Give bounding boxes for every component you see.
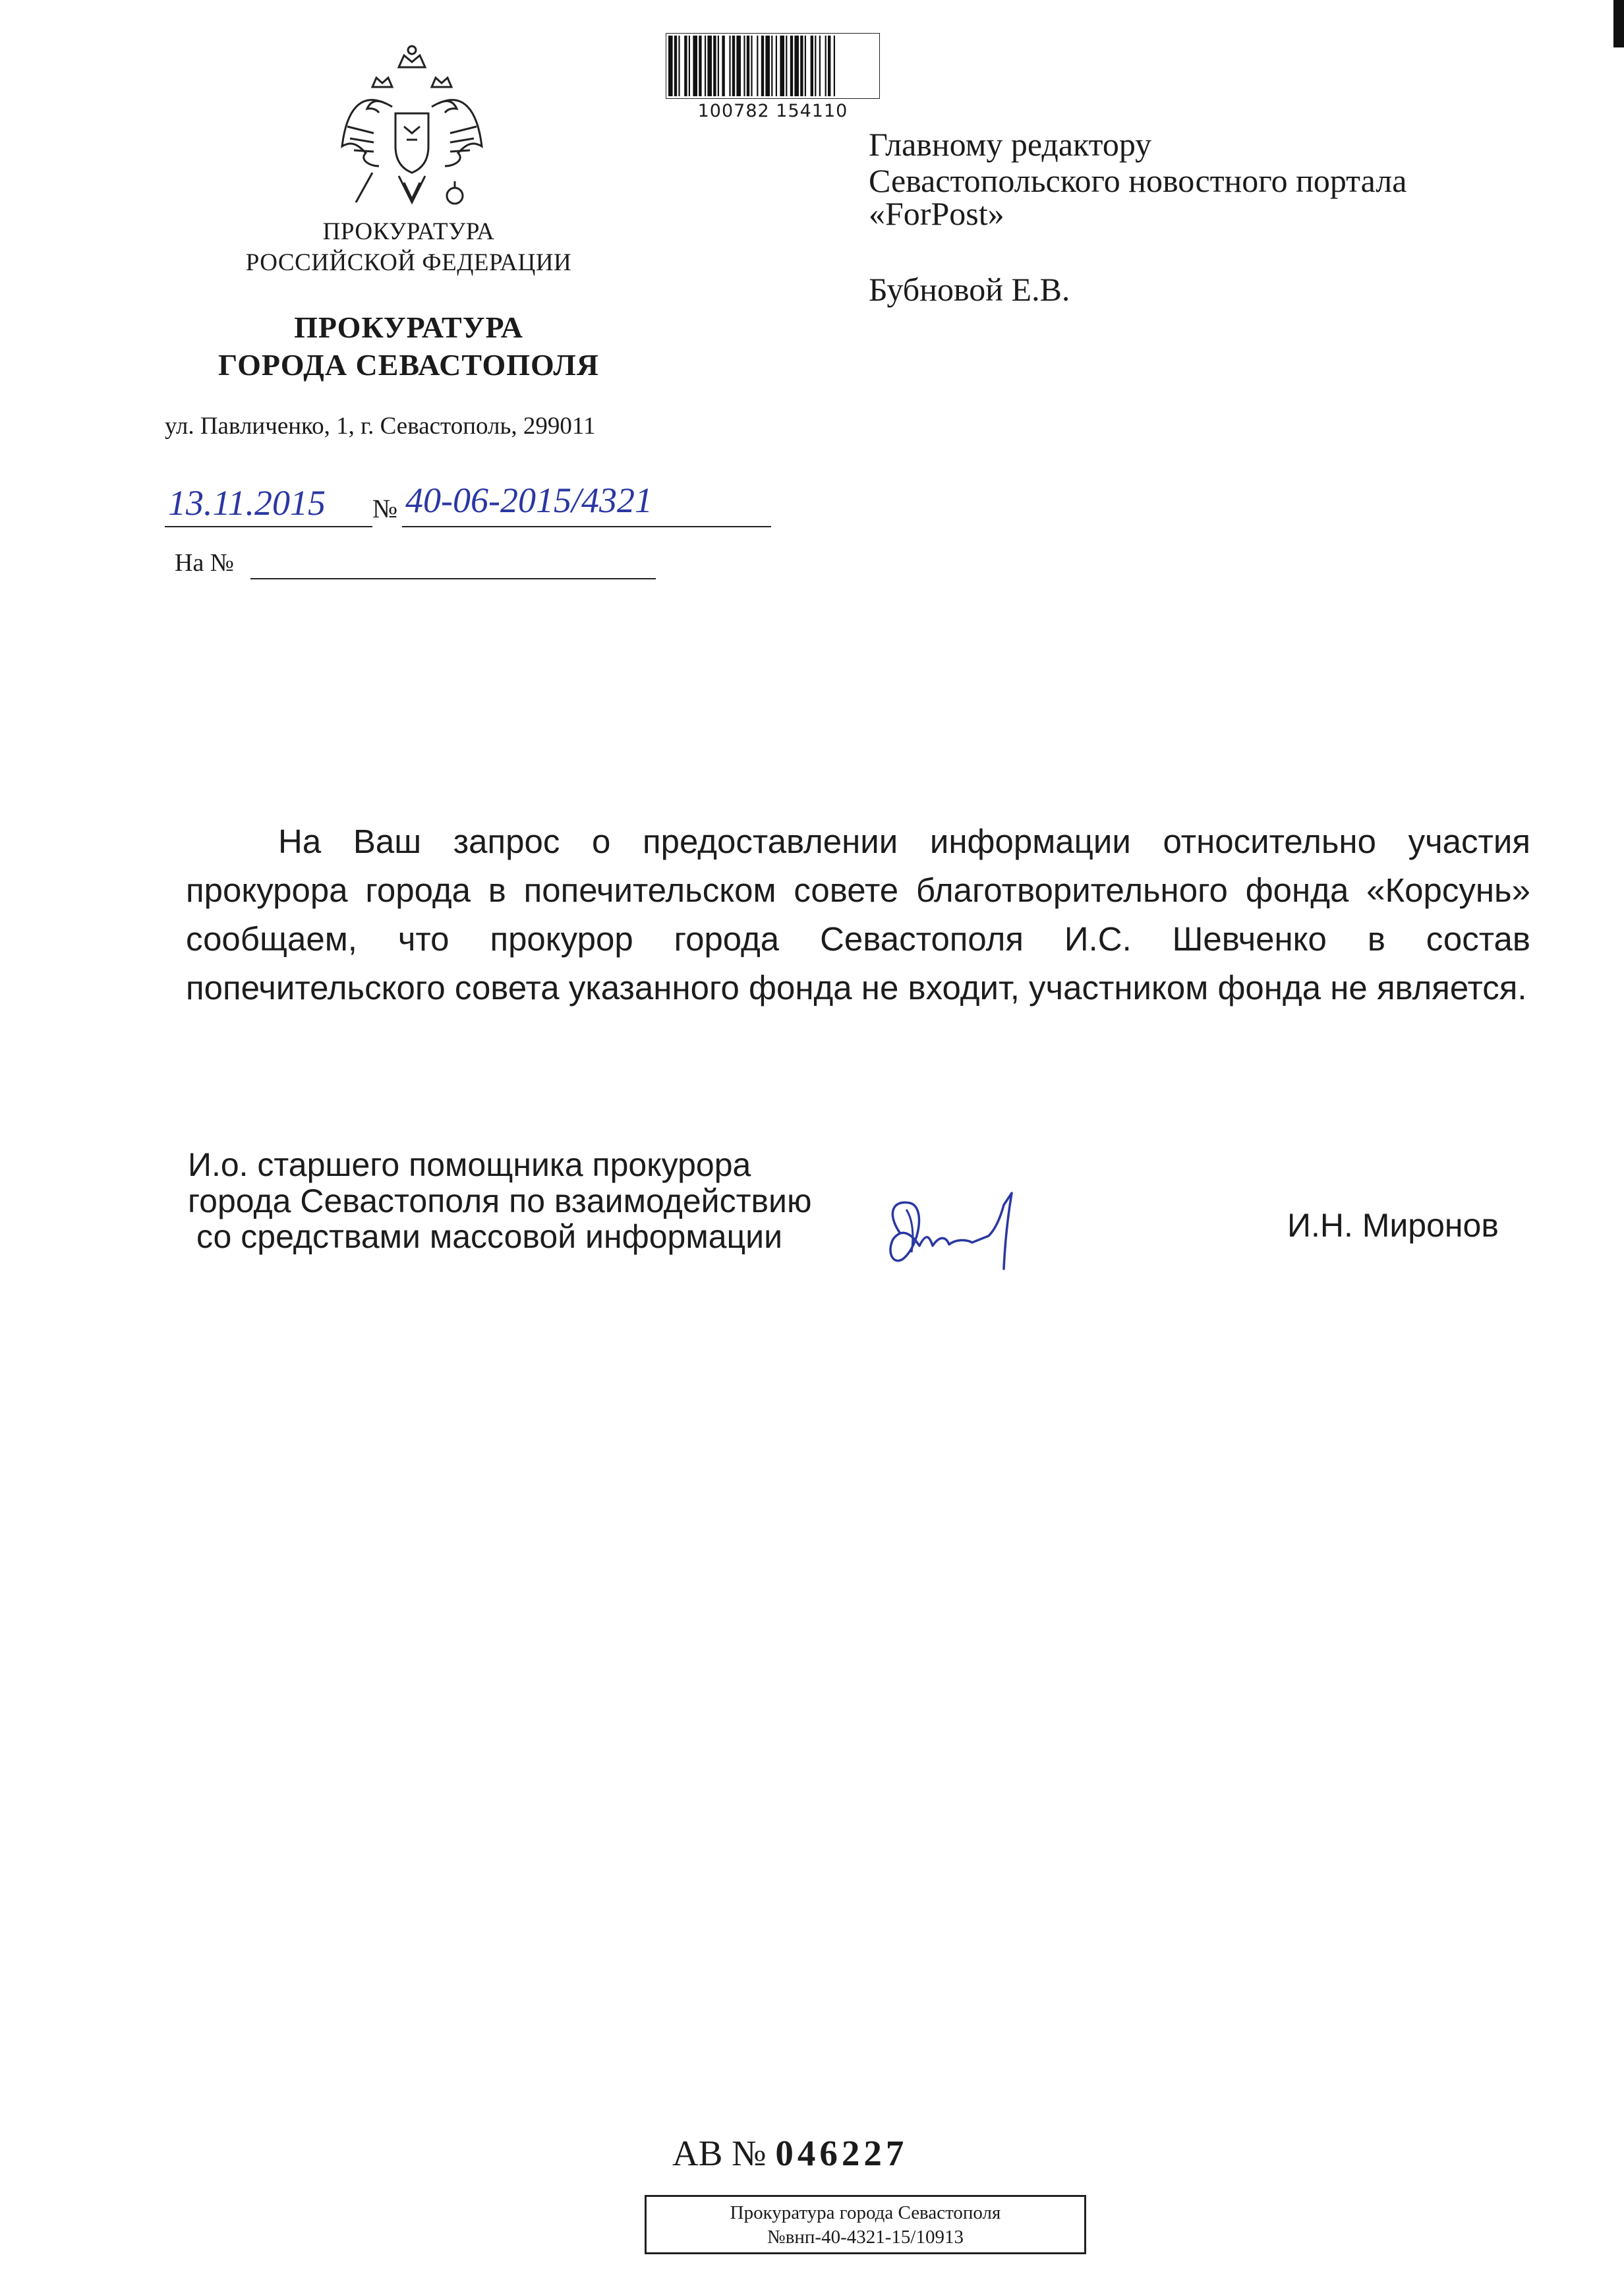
scan-edge-mark: [1613, 0, 1624, 47]
addressee-line-1: Главному редактору: [869, 126, 1152, 163]
outgoing-number: 40-06-2015/4321: [405, 481, 652, 520]
number-label: №: [372, 494, 398, 523]
org-name-line-2: ГОРОДА СЕВАСТОПОЛЯ: [218, 348, 600, 382]
form-series-number: 046227: [775, 2133, 908, 2173]
signer-title-line-3: со средствами массовой информации: [196, 1218, 783, 1255]
addressee-name: Бубновой Е.В.: [869, 271, 1070, 308]
signer-title-line-1: И.о. старшего помощника прокурора: [188, 1146, 751, 1183]
addressee-line-3: «ForPost»: [869, 195, 1004, 232]
barcode-bars: [666, 33, 880, 99]
registration-stamp: [645, 2195, 1086, 2254]
handwritten-signature-icon: [873, 1173, 1045, 1279]
reply-to-label: На №: [175, 549, 235, 577]
org-name-line-1: ПРОКУРАТУРА: [294, 310, 523, 344]
parent-org-line-2: РОССИЙСКОЙ ФЕДЕРАЦИИ: [245, 249, 572, 276]
addressee-line-2: Севастопольского новостного портала: [869, 162, 1407, 199]
signer-name: И.Н. Миронов: [1287, 1207, 1499, 1244]
barcode-number: 100782 154110: [697, 101, 848, 121]
registration-stamp-line-2: №внп-40-4321-15/10913: [767, 2227, 964, 2248]
form-series: [672, 2132, 908, 2174]
form-series-label: АВ №: [672, 2133, 767, 2173]
signer-title-line-2: города Севастополя по взаимодействию: [188, 1183, 812, 1219]
parent-org-line-1: ПРОКУРАТУРА: [322, 218, 495, 245]
registration-stamp-line-1: Прокуратура города Севастополя: [730, 2202, 1001, 2223]
outgoing-date: 13.11.2015: [168, 483, 326, 523]
org-address: ул. Павличенко, 1, г. Севастополь, 299011: [165, 413, 596, 440]
barcode: [666, 33, 880, 124]
number-underline: [402, 526, 771, 527]
letter-body: На Ваш запрос о предоставлении информации относительно участия прокурора города в попечительском совете благотворительного фонда «Корсунь» сообщаем, что прокурор города Севастополя И.С. Шевченко в состав попечительского совета указанного фонда не входит, участником фонда не является.: [186, 823, 1530, 1007]
reply-to-underline: [250, 578, 656, 579]
russian-coat-of-arms-icon: [333, 41, 491, 219]
date-underline: [165, 526, 372, 527]
